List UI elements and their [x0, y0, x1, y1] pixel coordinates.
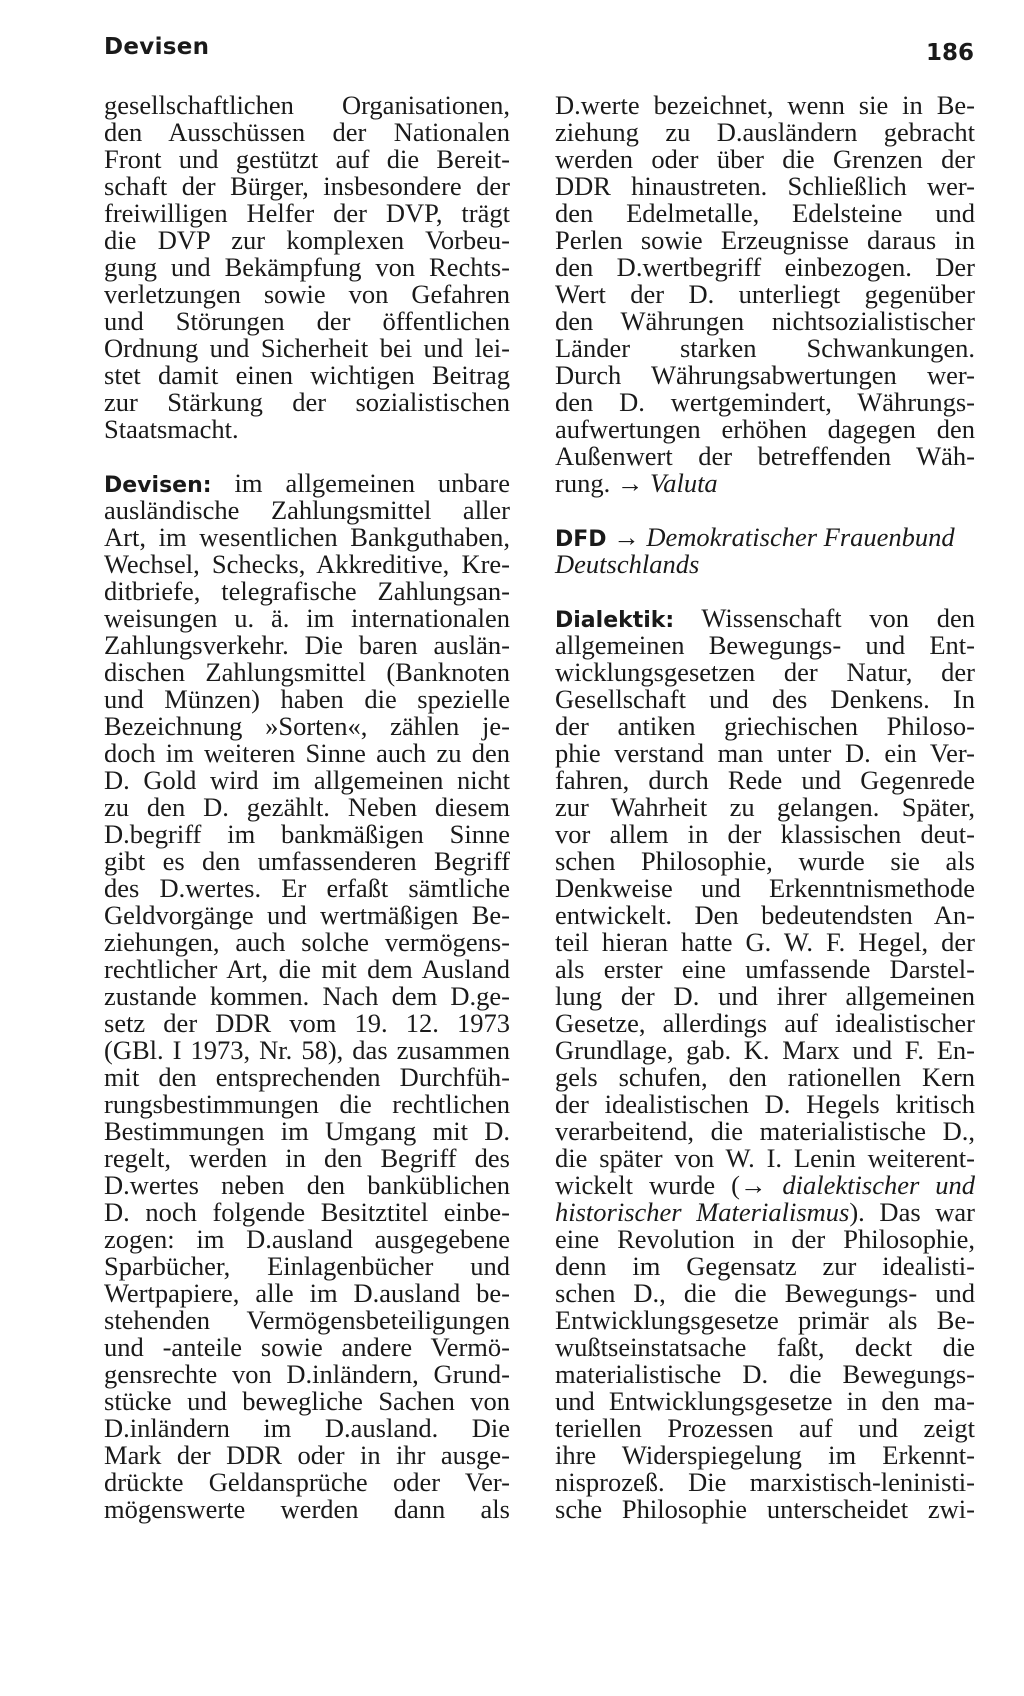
- text-line: ditbriefe, telegrafische Zahlungsan-: [104, 576, 510, 606]
- text-line: [555, 470, 975, 497]
- text-line: gels schufen, den rationellen Kern: [555, 1062, 975, 1092]
- text-line: ziehung zu D.ausländern gebracht: [555, 117, 975, 147]
- text-line: weisungen u. ä. im internationalen: [104, 603, 510, 633]
- text-line: Länder starken Schwankungen.: [555, 333, 975, 363]
- text-line: den Währungen nichtsozialistischer: [555, 306, 975, 336]
- text-line: gesellschaftlichen Organisationen,: [104, 90, 510, 120]
- text-line: den D.wertbegriff einbezogen. Der: [555, 252, 975, 282]
- text-line: die DVP zur komplexen Vorbeu-: [104, 225, 510, 255]
- cross-reference-materialismus[interactable]: dialektischer und: [766, 1170, 975, 1200]
- text-line: wicklungsgesetzen der Natur, der: [555, 657, 975, 687]
- text-line: mögenswerte werden dann als: [104, 1494, 510, 1524]
- text-line: schen Philosophie, wurde sie als: [555, 846, 975, 876]
- text-line: Zahlungsverkehr. Die baren auslän-: [104, 630, 510, 660]
- text-line: werden oder über die Grenzen der: [555, 144, 975, 174]
- text-line: Außenwert der betreffenden Wäh-: [555, 441, 975, 471]
- text-line: D.begriff im bankmäßigen Sinne: [104, 819, 510, 849]
- text-line: schen D., die die Bewegungs- und: [555, 1278, 975, 1308]
- text-line: ausländische Zahlungsmittel aller: [104, 495, 510, 525]
- text-line: stehenden Vermögensbeteiligungen: [104, 1305, 510, 1335]
- text-line: regelt, werden in den Begriff des: [104, 1143, 510, 1173]
- text-line: Denkweise und Erkenntnismethode: [555, 873, 975, 903]
- text-line: doch im weiteren Sinne auch zu den: [104, 738, 510, 768]
- entry-dialektik: [555, 605, 975, 1523]
- entry-text: wickelt wurde (: [555, 1170, 740, 1200]
- text-line: Wert der D. unterliegt gegenüber: [555, 279, 975, 309]
- text-line: und Münzen) haben die spezielle: [104, 684, 510, 714]
- text-line: Durch Währungsabwertungen wer-: [555, 360, 975, 390]
- text-line: zu den D. gezählt. Neben diesem: [104, 792, 510, 822]
- text-line: teil hieran hatte G. W. F. Hegel, der: [555, 927, 975, 957]
- text-line: materialistische D. die Bewegungs-: [555, 1359, 975, 1389]
- text-line: Ordnung und Sicherheit bei und lei-: [104, 333, 510, 363]
- text-line: Art, im wesentlichen Bankguthaben,: [104, 522, 510, 552]
- cross-reference-arrow-icon: →: [616, 468, 644, 498]
- text-line: Mark der DDR oder in ihr ausge-: [104, 1440, 510, 1470]
- text-line: vor allem in der klassischen deut-: [555, 819, 975, 849]
- text-line: nisprozeß. Die marxistisch-leninisti-: [555, 1467, 975, 1497]
- cross-reference-arrow-icon: →: [613, 522, 640, 552]
- text-line: Bezeichnung »Sorten«, zählen je-: [104, 711, 510, 741]
- running-head: Devisen: [104, 34, 210, 60]
- text-line: des D.wertes. Er erfaßt sämtliche: [104, 873, 510, 903]
- text-line: stet damit einen wichtigen Beitrag: [104, 360, 510, 390]
- page-header: [104, 30, 974, 70]
- entry-text: im allgemeinen unbare: [234, 468, 511, 498]
- text-line: D.wertes neben den banküblichen: [104, 1170, 510, 1200]
- text-line: D.werte bezeichnet, wenn sie in Be-: [555, 90, 975, 120]
- text-line: gung und Bekämpfung von Rechts-: [104, 252, 510, 282]
- text-line: ziehungen, auch solche vermögens-: [104, 927, 510, 957]
- text-line: ihre Widerspiegelung im Erkennt-: [555, 1440, 975, 1470]
- text-line: gensrechte von D.inländern, Grund-: [104, 1359, 510, 1389]
- text-line: schaft der Bürger, insbesondere der: [104, 171, 510, 201]
- text-line: Gesellschaft und des Denkens. In: [555, 684, 975, 714]
- entry-devisen: [104, 470, 510, 1523]
- text-line: den D. wertgemindert, Währungs-: [555, 387, 975, 417]
- text-line: sche Philosophie unterscheidet zwi-: [555, 1494, 975, 1524]
- text-line: Front und gestützt auf die Bereit-: [104, 144, 510, 174]
- text-line: [555, 1199, 975, 1226]
- text-line: der antiken griechischen Philoso-: [555, 711, 975, 741]
- text-line: Wertpapiere, alle im D.ausland be-: [104, 1278, 510, 1308]
- text-line: Entwicklungsgesetze primär als Be-: [555, 1305, 975, 1335]
- text-line: rechtlicher Art, die mit dem Ausland: [104, 954, 510, 984]
- text-line: den Edelmetalle, Edelsteine und: [555, 198, 975, 228]
- entry-text: rung.: [555, 468, 617, 498]
- text-line: eine Revolution in der Philosophie,: [555, 1224, 975, 1254]
- headword-dialektik: Dialektik:: [555, 608, 675, 633]
- text-line: (GBl. I 1973, Nr. 58), das zusammen: [104, 1035, 510, 1065]
- text-line: als erster eine umfassende Darstel-: [555, 954, 975, 984]
- right-column: [555, 92, 975, 1523]
- text-line: gibt es den umfassenderen Begriff: [104, 846, 510, 876]
- text-line: D. Gold wird im allgemeinen nicht: [104, 765, 510, 795]
- text-line: zogen: im D.ausland ausgegebene: [104, 1224, 510, 1254]
- entry-text: Wissenschaft von den: [701, 603, 975, 633]
- text-line: zur Stärkung der sozialistischen: [104, 387, 510, 417]
- text-line: zustande kommen. Nach dem D.ge-: [104, 981, 510, 1011]
- cross-reference-dfd-continued[interactable]: Deutschlands: [555, 549, 700, 579]
- text-line: allgemeinen Bewegungs- und Ent-: [555, 630, 975, 660]
- text-line: [555, 1172, 975, 1199]
- text-line: dischen Zahlungsmittel (Banknoten: [104, 657, 510, 687]
- text-line: setz der DDR vom 19. 12. 1973: [104, 1008, 510, 1038]
- text-line: mit den entsprechenden Durchfüh-: [104, 1062, 510, 1092]
- left-column: [104, 92, 510, 1523]
- text-line: phie verstand man unter D. ein Ver-: [555, 738, 975, 768]
- text-line: drückte Geldansprüche oder Ver-: [104, 1467, 510, 1497]
- text-line: und Entwicklungsgesetze in den ma-: [555, 1386, 975, 1416]
- entry-first-line: [555, 605, 975, 632]
- text-line: fahren, durch Rede und Gegenrede: [555, 765, 975, 795]
- page-number: 186: [925, 40, 974, 66]
- cross-reference-arrow-icon: →: [739, 1170, 767, 1200]
- cross-reference-dfd[interactable]: Demokratischer Frauenbund: [639, 522, 955, 552]
- text-line: Geldvorgänge und wertmäßigen Be-: [104, 900, 510, 930]
- text-line: rungsbestimmungen die rechtlichen: [104, 1089, 510, 1119]
- text-line: entwickelt. Den bedeutendsten An-: [555, 900, 975, 930]
- entry-first-line: [555, 524, 975, 551]
- text-line: und Störungen der öffentlichen: [104, 306, 510, 336]
- text-line: zur Wahrheit zu gelangen. Später,: [555, 792, 975, 822]
- text-line: und -anteile sowie andere Vermö-: [104, 1332, 510, 1362]
- text-line: aufwertungen erhöhen dagegen den: [555, 414, 975, 444]
- text-line: D.inländern im D.ausland. Die: [104, 1413, 510, 1443]
- text-line: verarbeitend, die materialistische D.,: [555, 1116, 975, 1146]
- text-line: den Ausschüssen der Nationalen: [104, 117, 510, 147]
- cross-reference-valuta[interactable]: Valuta: [643, 468, 718, 498]
- text-line: freiwilligen Helfer der DVP, trägt: [104, 198, 510, 228]
- entry-continuation: [104, 92, 510, 443]
- text-line: teriellen Prozessen auf und zeigt: [555, 1413, 975, 1443]
- entry-dfd: [555, 524, 975, 578]
- headword-devisen: Devisen:: [104, 473, 212, 498]
- text-line: DDR hinaustreten. Schließlich wer-: [555, 171, 975, 201]
- entry-devisen-continued: [555, 92, 975, 497]
- entry-first-line: [104, 470, 510, 497]
- text-line: Perlen sowie Erzeugnisse daraus in: [555, 225, 975, 255]
- text-line: Bestimmungen im Umgang mit D.: [104, 1116, 510, 1146]
- text-line: Wechsel, Schecks, Akkreditive, Kre-: [104, 549, 510, 579]
- text-line: Gesetze, allerdings auf idealistischer: [555, 1008, 975, 1038]
- headword-dfd: DFD: [555, 527, 607, 552]
- text-line: verletzungen sowie von Gefahren: [104, 279, 510, 309]
- text-line: der idealistischen D. Hegels kritisch: [555, 1089, 975, 1119]
- text-line: wußtseinstatsache faßt, deckt die: [555, 1332, 975, 1362]
- text-line: Sparbücher, Einlagenbücher und: [104, 1251, 510, 1281]
- text-line: Grundlage, gab. K. Marx und F. En-: [555, 1035, 975, 1065]
- text-line: Staatsmacht.: [104, 414, 239, 444]
- text-line: stücke und bewegliche Sachen von: [104, 1386, 510, 1416]
- text-line: die später von W. I. Lenin weiterent-: [555, 1143, 975, 1173]
- text-line: denn im Gegensatz zur idealisti-: [555, 1251, 975, 1281]
- text-line: D. noch folgende Besitztitel einbe-: [104, 1197, 510, 1227]
- entry-text: ). Das war: [849, 1197, 975, 1227]
- cross-reference-materialismus-continued[interactable]: historischer Materialismus: [555, 1197, 850, 1227]
- text-line: lung der D. und ihrer allgemeinen: [555, 981, 975, 1011]
